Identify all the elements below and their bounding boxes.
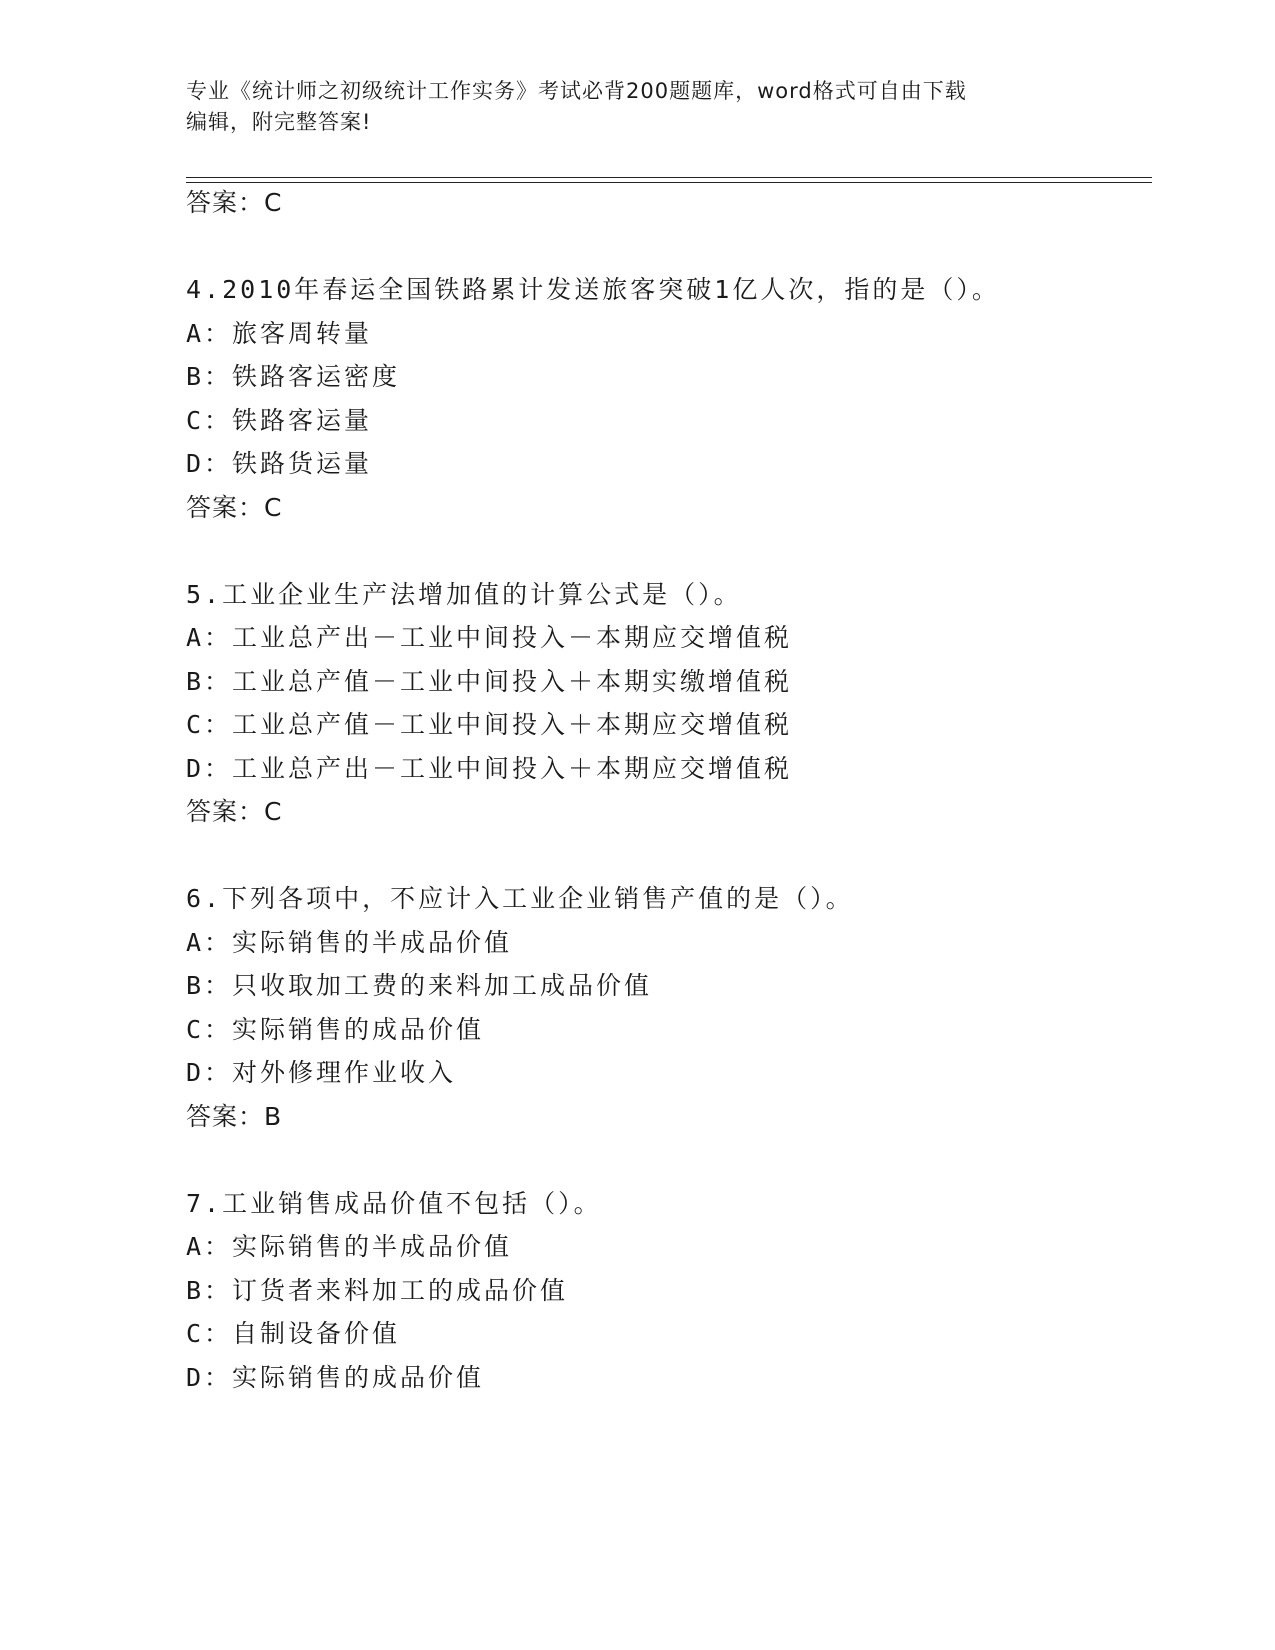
option-c: C：自制设备价值 [186,1319,401,1348]
option-a: A：工业总产出－工业中间投入－本期应交增值税 [186,623,793,652]
header-title-line-2: 编辑，附完整答案! [186,110,372,134]
option-c: C：工业总产值－工业中间投入＋本期应交增值税 [186,710,793,739]
option-d: D：实际销售的成品价值 [186,1363,485,1392]
option-a: A：旅客周转量 [186,319,373,348]
header-title-line-1: 专业《统计师之初级统计工作实务》考试必背200题题库，word格式可自由下载 [186,79,967,103]
option-a: A：实际销售的半成品价值 [186,928,513,957]
option-a: A：实际销售的半成品价值 [186,1232,513,1261]
option-c: C：铁路客运量 [186,406,373,435]
option-d: D：工业总产出－工业中间投入＋本期应交增值税 [186,754,793,783]
option-b: B：工业总产值－工业中间投入＋本期实缴增值税 [186,667,793,696]
answer-line: 答案：C [186,797,283,826]
option-d: D：铁路货运量 [186,449,373,478]
question-stem: 7.工业销售成品价值不包括（）。 [186,1189,602,1218]
option-d: D：对外修理作业收入 [186,1058,457,1087]
option-b: B：只收取加工费的来料加工成品价值 [186,971,653,1000]
question-stem: 4.2010年春运全国铁路累计发送旅客突破1亿人次，指的是（）。 [186,275,1000,304]
answer-line: 答案：B [186,1102,283,1131]
option-b: B：订货者来料加工的成品价值 [186,1276,569,1305]
header-divider-top [186,177,1152,178]
page-header [186,76,1066,138]
question-stem: 5.工业企业生产法增加值的计算公式是（）。 [186,580,742,609]
answer-line: 答案：C [186,188,283,217]
option-c: C：实际销售的成品价值 [186,1015,485,1044]
header-divider-bottom [186,182,1152,183]
answer-line: 答案：C [186,493,283,522]
option-b: B：铁路客运密度 [186,362,401,391]
question-stem: 6.下列各项中，不应计入工业企业销售产值的是（）。 [186,884,854,913]
